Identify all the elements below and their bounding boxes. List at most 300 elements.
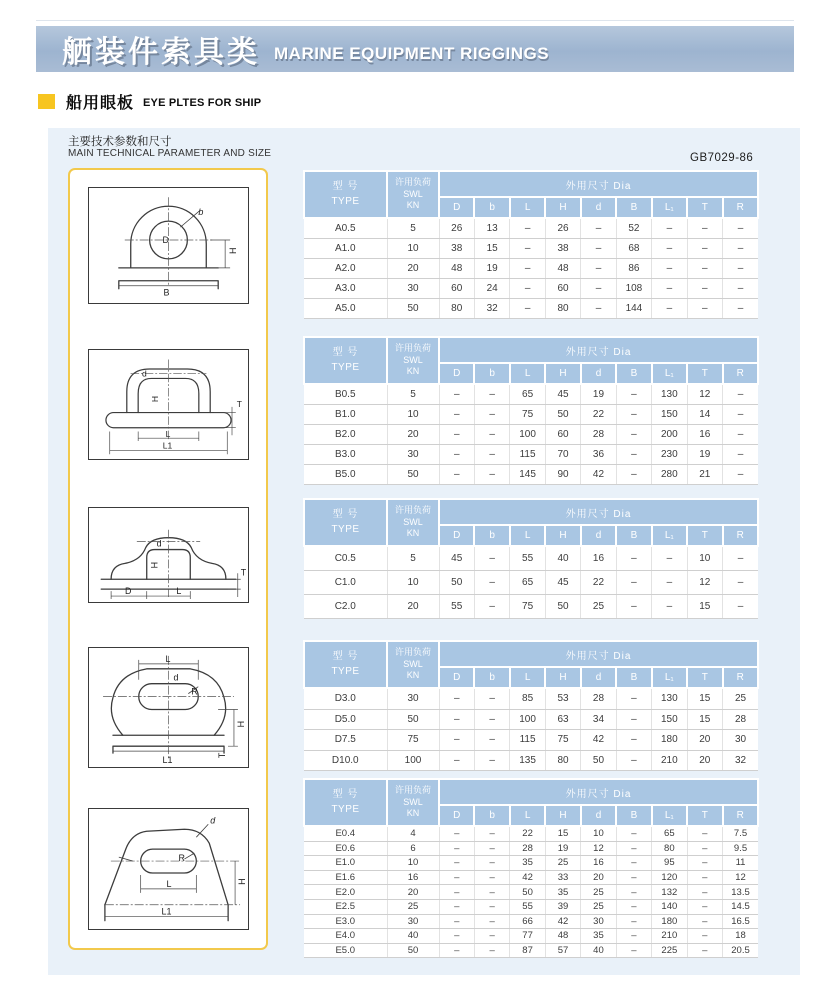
value-cell: – xyxy=(439,914,474,929)
table-row xyxy=(304,709,758,730)
dim-label-H: H xyxy=(228,247,239,254)
value-cell: 25 xyxy=(387,899,439,914)
value-cell: 145 xyxy=(510,465,545,485)
col-header-dim-letter: D xyxy=(439,525,474,546)
type-cell: C0.5 xyxy=(304,546,387,571)
eye-plate-e-drawing xyxy=(89,809,248,929)
spec-table-d xyxy=(303,640,759,771)
value-cell: 20 xyxy=(687,730,722,751)
col-header-dim-letter: L xyxy=(510,525,545,546)
col-header-dim-letter: d xyxy=(581,363,616,384)
value-cell: 50 xyxy=(387,709,439,730)
col-header-dim-letter: H xyxy=(545,805,580,826)
value-cell: 48 xyxy=(545,929,580,944)
value-cell: 20 xyxy=(581,870,616,885)
value-cell: – xyxy=(474,546,509,571)
value-cell: 40 xyxy=(581,943,616,958)
value-cell: 20 xyxy=(387,259,439,279)
value-cell: – xyxy=(687,929,722,944)
value-cell: 115 xyxy=(510,445,545,465)
value-cell: – xyxy=(687,259,722,279)
dim-label-L1: L1 xyxy=(161,906,172,917)
value-cell: – xyxy=(616,709,651,730)
value-cell: 144 xyxy=(616,299,651,319)
value-cell: 10 xyxy=(387,405,439,425)
value-cell: 25 xyxy=(581,899,616,914)
col-header-dim-letter: b xyxy=(474,525,509,546)
value-cell: 60 xyxy=(545,279,580,299)
col-header-dims: 外用尺寸 Dia xyxy=(439,779,758,805)
type-cell: B2.0 xyxy=(304,425,387,445)
table-row xyxy=(304,885,758,900)
type-cell: A1.0 xyxy=(304,239,387,259)
col-header-dim-letter: L₁ xyxy=(652,667,687,688)
value-cell: 20 xyxy=(387,595,439,619)
drawing-frame-type-a xyxy=(88,187,249,304)
table-row xyxy=(304,571,758,595)
value-cell: – xyxy=(687,870,722,885)
table-row xyxy=(304,730,758,751)
table-row xyxy=(304,218,758,239)
value-cell: 10 xyxy=(387,239,439,259)
type-cell: B0.5 xyxy=(304,384,387,405)
yellow-bullet-icon xyxy=(38,94,55,109)
value-cell: 75 xyxy=(510,405,545,425)
table-row xyxy=(304,425,758,445)
value-cell: – xyxy=(723,279,759,299)
value-cell: – xyxy=(616,546,651,571)
value-cell: 45 xyxy=(545,571,580,595)
table-row xyxy=(304,405,758,425)
value-cell: 5 xyxy=(387,384,439,405)
value-cell: – xyxy=(723,239,759,259)
table-row xyxy=(304,899,758,914)
dim-label-R: R xyxy=(191,686,198,697)
value-cell: – xyxy=(581,299,616,319)
table-row xyxy=(304,688,758,709)
value-cell: – xyxy=(616,826,651,841)
value-cell: – xyxy=(616,445,651,465)
dim-label-D: D xyxy=(124,586,132,597)
value-cell: 50 xyxy=(545,405,580,425)
type-cell: B1.0 xyxy=(304,405,387,425)
value-cell: 100 xyxy=(510,425,545,445)
value-cell: 50 xyxy=(510,885,545,900)
value-cell: 32 xyxy=(474,299,509,319)
value-cell: 60 xyxy=(545,425,580,445)
col-header-dim-letter: L xyxy=(510,363,545,384)
col-header-dim-letter: B xyxy=(616,197,651,218)
type-cell: E1.0 xyxy=(304,856,387,871)
value-cell: – xyxy=(581,279,616,299)
value-cell: 18 xyxy=(723,929,759,944)
value-cell: 12 xyxy=(723,870,759,885)
value-cell: 20.5 xyxy=(723,943,759,958)
value-cell: 14.5 xyxy=(723,899,759,914)
value-cell: 36 xyxy=(581,445,616,465)
col-header-dim-letter: D xyxy=(439,363,474,384)
value-cell: 10 xyxy=(687,546,722,571)
value-cell: – xyxy=(581,259,616,279)
col-header-dim-letter: D xyxy=(439,667,474,688)
table-row xyxy=(304,826,758,841)
value-cell: 230 xyxy=(652,445,687,465)
value-cell: – xyxy=(474,405,509,425)
value-cell: 55 xyxy=(510,546,545,571)
col-header-dims: 外用尺寸 Dia xyxy=(439,641,758,667)
value-cell: – xyxy=(439,929,474,944)
value-cell: – xyxy=(687,943,722,958)
col-header-type: 型 号 TYPE xyxy=(304,779,387,826)
value-cell: – xyxy=(474,899,509,914)
dim-label-d: d xyxy=(210,815,216,826)
table-body xyxy=(304,688,758,771)
drawing-frame-type-d xyxy=(88,647,249,768)
value-cell: – xyxy=(510,279,545,299)
value-cell: 50 xyxy=(387,465,439,485)
value-cell: 50 xyxy=(439,571,474,595)
value-cell: 10 xyxy=(581,826,616,841)
col-header-dim-letter: B xyxy=(616,667,651,688)
type-cell: D3.0 xyxy=(304,688,387,709)
table-row xyxy=(304,546,758,571)
value-cell: 100 xyxy=(387,750,439,771)
value-cell: 24 xyxy=(474,279,509,299)
value-cell: 48 xyxy=(545,259,580,279)
value-cell: 25 xyxy=(581,885,616,900)
value-cell: – xyxy=(723,218,759,239)
value-cell: 87 xyxy=(510,943,545,958)
table-row xyxy=(304,279,758,299)
col-header-dim-letter: H xyxy=(545,525,580,546)
dim-label-B: B xyxy=(163,287,170,298)
col-header-dim-letter: H xyxy=(545,197,580,218)
value-cell: – xyxy=(474,870,509,885)
value-cell: 14 xyxy=(687,405,722,425)
col-header-dim-letter: L xyxy=(510,667,545,688)
value-cell: – xyxy=(474,914,509,929)
value-cell: – xyxy=(652,279,687,299)
value-cell: – xyxy=(474,885,509,900)
page-banner xyxy=(36,26,794,72)
value-cell: 280 xyxy=(652,465,687,485)
type-cell: A3.0 xyxy=(304,279,387,299)
value-cell: 115 xyxy=(510,730,545,751)
col-header-dim-letter: B xyxy=(616,805,651,826)
value-cell: 10 xyxy=(387,571,439,595)
value-cell: 21 xyxy=(687,465,722,485)
value-cell: – xyxy=(439,730,474,751)
dim-label-T: T xyxy=(240,567,247,578)
value-cell: – xyxy=(474,841,509,856)
value-cell: 12 xyxy=(687,384,722,405)
value-cell: – xyxy=(616,929,651,944)
value-cell: 38 xyxy=(545,239,580,259)
value-cell: – xyxy=(652,546,687,571)
value-cell: – xyxy=(474,856,509,871)
col-header-dim-letter: D xyxy=(439,805,474,826)
value-cell: 50 xyxy=(387,943,439,958)
col-header-dim-letter: L₁ xyxy=(652,363,687,384)
value-cell: 80 xyxy=(439,299,474,319)
value-cell: – xyxy=(439,826,474,841)
type-cell: E4.0 xyxy=(304,929,387,944)
subtitle-en: MAIN TECHNICAL PARAMETER AND SIZE xyxy=(68,148,272,159)
value-cell: 85 xyxy=(510,688,545,709)
dim-label-L1: L1 xyxy=(162,755,173,766)
value-cell: 30 xyxy=(581,914,616,929)
value-cell: – xyxy=(616,750,651,771)
value-cell: – xyxy=(510,218,545,239)
col-header-dim-letter: H xyxy=(545,667,580,688)
value-cell: – xyxy=(723,546,759,571)
col-header-dim-letter: T xyxy=(687,363,722,384)
value-cell: – xyxy=(616,885,651,900)
value-cell: 22 xyxy=(581,405,616,425)
value-cell: 50 xyxy=(545,595,580,619)
value-cell: – xyxy=(439,750,474,771)
value-cell: 210 xyxy=(652,750,687,771)
value-cell: 55 xyxy=(439,595,474,619)
value-cell: 30 xyxy=(387,445,439,465)
col-header-dim-letter: b xyxy=(474,805,509,826)
value-cell: – xyxy=(687,826,722,841)
value-cell: 65 xyxy=(510,571,545,595)
type-cell: A0.5 xyxy=(304,218,387,239)
type-cell: A2.0 xyxy=(304,259,387,279)
value-cell: – xyxy=(616,943,651,958)
col-header-dim-letter: b xyxy=(474,363,509,384)
value-cell: – xyxy=(616,405,651,425)
value-cell: 15 xyxy=(687,688,722,709)
spec-table-e xyxy=(303,778,759,958)
col-header-dim-letter: R xyxy=(723,197,759,218)
type-cell: E0.6 xyxy=(304,841,387,856)
value-cell: – xyxy=(439,384,474,405)
value-cell: 130 xyxy=(652,384,687,405)
value-cell: 20 xyxy=(387,885,439,900)
value-cell: – xyxy=(616,571,651,595)
table-body xyxy=(304,546,758,619)
value-cell: 150 xyxy=(652,709,687,730)
value-cell: 19 xyxy=(545,841,580,856)
dim-label-H: H xyxy=(237,878,248,885)
col-header-dim-letter: L₁ xyxy=(652,805,687,826)
table-body xyxy=(304,826,758,958)
value-cell: 39 xyxy=(545,899,580,914)
value-cell: 135 xyxy=(510,750,545,771)
value-cell: – xyxy=(723,465,759,485)
col-header-dim-letter: L xyxy=(510,805,545,826)
dim-label-d: d xyxy=(141,368,147,379)
col-header-type: 型 号 TYPE xyxy=(304,641,387,688)
value-cell: – xyxy=(652,218,687,239)
col-header-type: 型 号 TYPE xyxy=(304,337,387,384)
col-header-dim-letter: T xyxy=(687,667,722,688)
dim-label-T: T xyxy=(236,398,242,409)
content-panel xyxy=(48,128,800,975)
value-cell: 19 xyxy=(581,384,616,405)
dim-label-L: L xyxy=(165,653,171,664)
value-cell: – xyxy=(616,914,651,929)
value-cell: 90 xyxy=(545,465,580,485)
value-cell: 9.5 xyxy=(723,841,759,856)
table-row xyxy=(304,943,758,958)
value-cell: 45 xyxy=(439,546,474,571)
value-cell: 108 xyxy=(616,279,651,299)
col-header-dim-letter: T xyxy=(687,805,722,826)
value-cell: 52 xyxy=(616,218,651,239)
type-cell: E3.0 xyxy=(304,914,387,929)
value-cell: – xyxy=(652,259,687,279)
col-header-dims: 外用尺寸 Dia xyxy=(439,171,758,197)
value-cell: 40 xyxy=(545,546,580,571)
table-row xyxy=(304,595,758,619)
section-title-zh: 船用眼板 xyxy=(66,95,135,112)
subtitle-zh: 主要技术参数和尺寸 xyxy=(68,136,172,148)
type-cell: D7.5 xyxy=(304,730,387,751)
table-row xyxy=(304,750,758,771)
value-cell: 180 xyxy=(652,914,687,929)
type-cell: B5.0 xyxy=(304,465,387,485)
value-cell: 42 xyxy=(510,870,545,885)
col-header-dim-letter: D xyxy=(439,197,474,218)
col-header-dim-letter: d xyxy=(581,525,616,546)
value-cell: 16 xyxy=(687,425,722,445)
value-cell: 16.5 xyxy=(723,914,759,929)
col-header-swl: 许用负荷 SWL KN xyxy=(387,337,439,384)
value-cell: 22 xyxy=(581,571,616,595)
value-cell: 50 xyxy=(581,750,616,771)
value-cell: – xyxy=(439,445,474,465)
type-cell: E5.0 xyxy=(304,943,387,958)
value-cell: – xyxy=(652,595,687,619)
value-cell: – xyxy=(616,595,651,619)
col-header-dim-letter: b xyxy=(474,667,509,688)
type-cell: C2.0 xyxy=(304,595,387,619)
value-cell: – xyxy=(723,571,759,595)
value-cell: – xyxy=(616,384,651,405)
value-cell: 12 xyxy=(581,841,616,856)
col-header-dim-letter: T xyxy=(687,525,722,546)
value-cell: 7.5 xyxy=(723,826,759,841)
drawings-box xyxy=(68,168,268,950)
value-cell: 25 xyxy=(723,688,759,709)
value-cell: 12 xyxy=(687,571,722,595)
value-cell: 40 xyxy=(387,929,439,944)
value-cell: – xyxy=(616,465,651,485)
col-header-dim-letter: R xyxy=(723,805,759,826)
value-cell: 180 xyxy=(652,730,687,751)
value-cell: – xyxy=(616,870,651,885)
value-cell: 25 xyxy=(545,856,580,871)
dim-label-d: d xyxy=(173,672,179,683)
value-cell: 140 xyxy=(652,899,687,914)
value-cell: 28 xyxy=(581,425,616,445)
section-title-en: EYE PLTES FOR SHIP xyxy=(143,97,262,109)
value-cell: – xyxy=(439,943,474,958)
value-cell: 35 xyxy=(581,929,616,944)
type-cell: A5.0 xyxy=(304,299,387,319)
value-cell: – xyxy=(687,914,722,929)
dim-label-H: H xyxy=(150,395,161,403)
value-cell: – xyxy=(510,239,545,259)
value-cell: – xyxy=(687,856,722,871)
value-cell: – xyxy=(439,425,474,445)
value-cell: – xyxy=(723,259,759,279)
value-cell: 42 xyxy=(581,465,616,485)
value-cell: 16 xyxy=(387,870,439,885)
value-cell: – xyxy=(723,384,759,405)
value-cell: – xyxy=(439,841,474,856)
value-cell: 63 xyxy=(545,709,580,730)
value-cell: 42 xyxy=(581,730,616,751)
col-header-dim-letter: R xyxy=(723,363,759,384)
value-cell: 65 xyxy=(510,384,545,405)
col-header-swl: 许用负荷 SWL KN xyxy=(387,779,439,826)
col-header-dim-letter: T xyxy=(687,197,722,218)
value-cell: 53 xyxy=(545,688,580,709)
value-cell: – xyxy=(723,445,759,465)
value-cell: – xyxy=(474,730,509,751)
value-cell: 15 xyxy=(474,239,509,259)
value-cell: 20 xyxy=(687,750,722,771)
value-cell: – xyxy=(723,425,759,445)
banner-title-zh: 舾装件索具类 xyxy=(62,36,260,69)
value-cell: – xyxy=(723,405,759,425)
table-row xyxy=(304,239,758,259)
value-cell: 55 xyxy=(510,899,545,914)
dim-label-L: L xyxy=(176,586,182,597)
value-cell: – xyxy=(474,445,509,465)
value-cell: 86 xyxy=(616,259,651,279)
col-header-dim-letter: d xyxy=(581,667,616,688)
dim-label-R: R xyxy=(178,853,185,864)
dim-label-b: b xyxy=(198,207,204,218)
value-cell: – xyxy=(474,465,509,485)
col-header-dim-letter: B xyxy=(616,525,651,546)
table-row xyxy=(304,259,758,279)
value-cell: 30 xyxy=(387,688,439,709)
value-cell: 48 xyxy=(439,259,474,279)
table-body xyxy=(304,384,758,485)
value-cell: – xyxy=(687,239,722,259)
banner-title-en: MARINE EQUIPMENT RIGGINGS xyxy=(274,44,550,63)
table-row xyxy=(304,299,758,319)
dim-label-T: T xyxy=(217,752,228,759)
value-cell: 66 xyxy=(510,914,545,929)
eye-plate-c-drawing xyxy=(89,508,248,602)
value-cell: 30 xyxy=(387,279,439,299)
table-row xyxy=(304,841,758,856)
eye-plate-a-drawing xyxy=(89,188,248,303)
spec-table-a xyxy=(303,170,759,319)
value-cell: 15 xyxy=(545,826,580,841)
value-cell: – xyxy=(687,899,722,914)
value-cell: – xyxy=(474,929,509,944)
type-cell: E1.6 xyxy=(304,870,387,885)
value-cell: – xyxy=(474,425,509,445)
col-header-dim-letter: R xyxy=(723,525,759,546)
col-header-dim-letter: H xyxy=(545,363,580,384)
value-cell: – xyxy=(474,571,509,595)
type-cell: B3.0 xyxy=(304,445,387,465)
value-cell: 65 xyxy=(652,826,687,841)
col-header-dim-letter: L xyxy=(510,197,545,218)
value-cell: 130 xyxy=(652,688,687,709)
value-cell: 150 xyxy=(652,405,687,425)
value-cell: 35 xyxy=(545,885,580,900)
